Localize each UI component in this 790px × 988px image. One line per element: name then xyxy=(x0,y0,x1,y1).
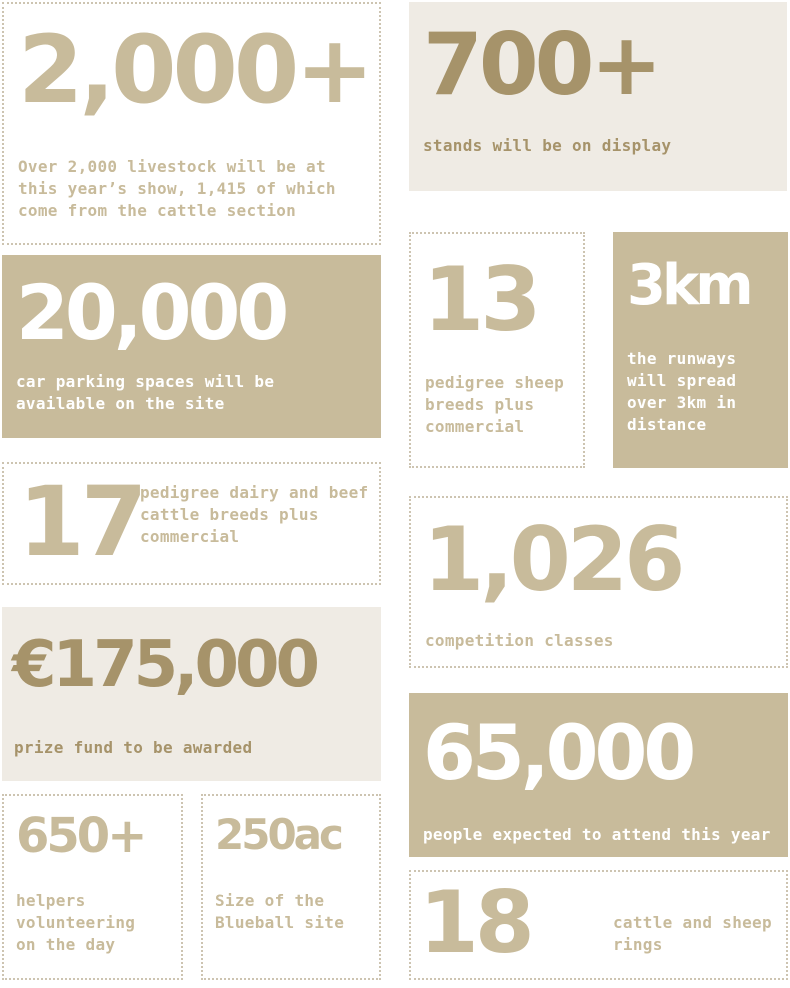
stat-card-runways xyxy=(613,232,788,468)
rings-text: cattle and sheep rings xyxy=(613,913,772,954)
livestock-number: 2,000+ xyxy=(18,16,371,125)
stat-card-stands xyxy=(409,2,787,191)
stat-card-rings xyxy=(409,870,788,980)
site-size-number: 250ac xyxy=(215,810,341,859)
stat-card-livestock xyxy=(2,2,381,245)
stat-card-prize-fund xyxy=(2,607,381,781)
stat-card-classes xyxy=(409,496,788,668)
parking-text: car parking spaces will be available on the site xyxy=(16,372,275,413)
stat-card-helpers xyxy=(2,794,183,980)
prize-fund-number: €175,000 xyxy=(12,628,317,702)
stat-card-site-size xyxy=(201,794,381,980)
attendance-number: 65,000 xyxy=(423,708,693,797)
classes-number: 1,026 xyxy=(423,508,682,611)
sheep-breeds-number: 13 xyxy=(423,248,538,351)
runways-number: 3km xyxy=(627,253,750,318)
prize-fund-text: prize fund to be awarded xyxy=(14,738,253,757)
stat-card-parking xyxy=(2,255,381,438)
attendance-text: people expected to attend this year xyxy=(423,825,771,844)
livestock-text: Over 2,000 livestock will be at this year’s show, 1,415 of which come from the cattle section xyxy=(18,157,336,220)
runways-text: the runways will spread over 3km in distance xyxy=(627,349,737,434)
helpers-text: helpers volunteering on the day xyxy=(16,891,136,954)
rings-number: 18 xyxy=(419,873,531,973)
stat-card-attendance xyxy=(409,693,788,857)
cattle-breeds-number: 17 xyxy=(18,466,144,578)
parking-number: 20,000 xyxy=(16,268,286,357)
stands-number: 700+ xyxy=(423,15,659,115)
stat-card-sheep-breeds xyxy=(409,232,585,468)
classes-text: competition classes xyxy=(425,631,614,650)
cattle-breeds-text: pedigree dairy and beef cattle breeds plus commercial xyxy=(140,483,369,546)
site-size-text: Size of the Blueball site xyxy=(215,891,345,932)
helpers-number: 650+ xyxy=(16,808,145,864)
sheep-breeds-text: pedigree sheep breeds plus commercial xyxy=(425,373,565,436)
stat-card-cattle-breeds xyxy=(2,462,381,585)
stands-text: stands will be on display xyxy=(423,136,672,155)
